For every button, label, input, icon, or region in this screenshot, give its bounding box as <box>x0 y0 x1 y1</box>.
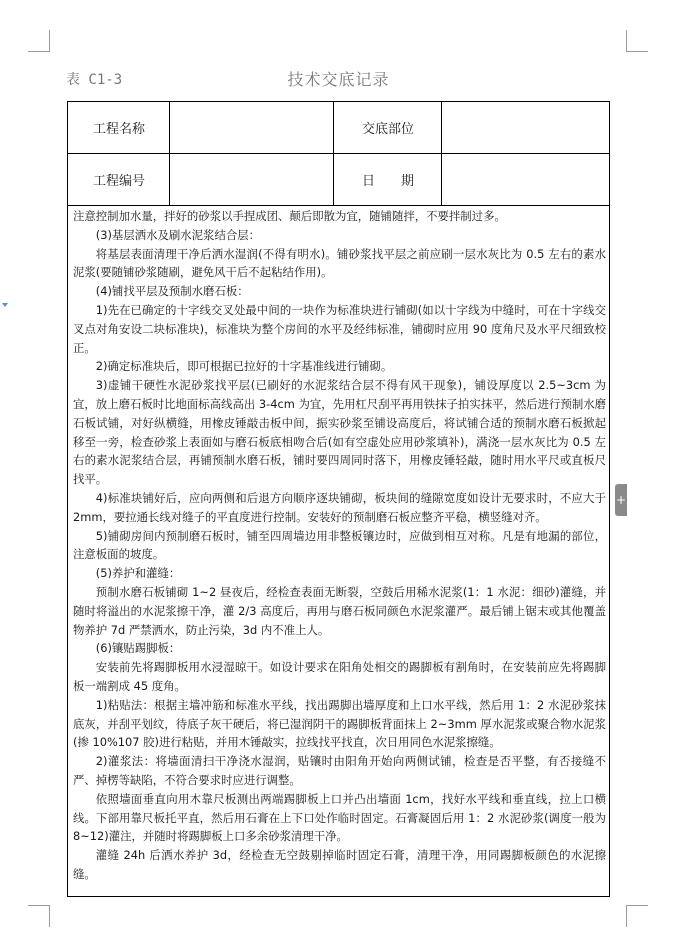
column-divider <box>333 102 334 206</box>
project-number-label: 工程编号 <box>92 174 145 189</box>
project-name-value[interactable] <box>170 102 334 153</box>
handover-location-value[interactable] <box>442 102 609 153</box>
body-paragraph: 1)先在已确定的十字线交叉处最中间的一块作为标准块进行铺砌(如以十字线为中缝时，可在十字线交叉点对角安设二块标准块)，标准块为整个房间的水平及经纬标准，铺砌时应用 90 度角尺及水平尺细致校正。 <box>73 302 606 355</box>
body-paragraph: 2)确定标准块后，即可根据已拉好的十字基准线进行铺砌。 <box>95 359 393 374</box>
document-title: 技术交底记录 <box>287 70 390 89</box>
crop-mark-top-left <box>28 30 50 52</box>
body-paragraph: (6)镶贴踢脚板： <box>95 641 181 656</box>
form-code: 表 C1-3 <box>66 72 123 88</box>
date-label: 日 期 <box>361 174 414 189</box>
body-paragraph: 预制水磨石板铺砌 1~2 昼夜后，经检查表面无断裂，空鼓后用稀水泥浆(1：1 水泥：细砂)灌缝，并随时将溢出的水泥浆擦干净，灌 2/3 高度后，再用与磨石板同颜色水泥浆灌严。最后铺上锯末或其他覆盖物养护 7d 严禁洒水，防止污染，3d 内不准上人。 <box>73 584 606 637</box>
handover-content <box>73 207 606 884</box>
body-paragraph: 3)虚铺干硬性水泥砂浆找平层(已刷好的水泥浆结合层不得有风干现象)，铺设厚度以 2.5~3cm 为宜，放上磨石板时比地面标高线高出 3-4cm 为宜，先用杠尺刮平再用铁抹子拍实抹平，然后进行预制水磨石板试铺，对好纵横缝，用橡皮锤敲击板中间，振实砂浆至铺设高度后，将试铺合适的预制水磨石板掀起移至一旁，检查砂浆上表面如与磨石板底相吻合后(如有空虚处应用砂浆填补)，满浇一层水灰比为 0.5 左右的素水泥浆结合层，再铺预制水磨石板，铺时要四周同时落下，用橡皮锤轻敲，随时用水平尺或直板尺找平。 <box>73 378 607 487</box>
body-paragraph: 将基层表面清理干净后洒水湿润(不得有明水)。铺砂浆找平层之前应刷一层水灰比为 0.5 左右的素水泥浆(要随铺砂浆随刷，避免风干后不起粘结作用)。 <box>73 246 606 280</box>
header-row-2 <box>68 154 609 206</box>
crop-mark-bottom-left <box>28 905 50 927</box>
body-paragraph: (3)基层洒水及刷水泥浆结合层： <box>95 227 261 242</box>
body-paragraph: 灌缝 24h 后洒水养护 3d，经检查无空鼓剔掉临时固定石膏，清理干净，用同踢脚板颜色的水泥擦缝。 <box>73 848 606 881</box>
body-paragraph: (4)铺找平层及预制水磨石板： <box>95 284 249 299</box>
record-table <box>67 101 610 897</box>
date-value[interactable] <box>442 154 609 205</box>
body-paragraph: 4)标准块铺好后，应向两侧和后退方向顺序逐块铺砌，板块间的缝隙宽度如设计无要求时，不应大于 2mm，要拉通长线对缝子的平直度进行控制。安装好的预制磨石板应整齐平稳，横竖缝对齐。 <box>73 490 606 524</box>
body-paragraph: 注意控制加水量，拌好的砂浆以手捏成团、颠后即散为宜，随铺随拌，不要拌制过多。 <box>73 209 506 223</box>
project-name-label: 工程名称 <box>92 122 145 137</box>
body-paragraph: 依照墙面垂直向用木靠尺板测出两端踢脚板上口并凸出墙面 1cm，找好水平线和垂直线，拉上口横线。下部用靠尺板托平直，然后用石膏在上下口处作临时固定。石膏凝固后用 1：2 水泥砂浆(调度一般为 8~12)灌注，并随时将踢脚板上口多余砂浆清理干净。 <box>73 791 606 844</box>
side-expand-tab[interactable]: + <box>615 484 627 516</box>
body-paragraph: 2)灌浆法：将墙面清扫干净浇水湿润，贴镶时由阳角开始向两侧试铺，检查是否平整，有否接缝不严、掉楞等缺陷，不符合要求时应进行调整。 <box>73 754 606 787</box>
handover-location-label: 交底部位 <box>361 122 414 137</box>
body-paragraph: 1)粘贴法：根据主墙冲筋和标准水平线，找出踢脚出墙厚度和上口水平线，然后用 1：2 水泥砂浆抹底灰，并刮平划纹，待底子灰干硬后，将已湿润阴干的踢脚板背面抹上 2~3mm 厚水泥浆或聚合物水泥浆(掺 10%107 胶)进行粘贴，并用木锤敲实，拉线找平找直，次日用同色水泥浆擦缝。 <box>73 697 606 750</box>
column-divider <box>441 102 442 206</box>
crop-mark-top-right <box>626 30 648 52</box>
column-divider <box>169 102 170 206</box>
project-number-value[interactable] <box>170 154 334 205</box>
caret-down-icon[interactable] <box>2 303 8 307</box>
body-paragraph: 5)铺砌房间内预制磨石板时，铺至四周墙边用非整板镶边时，应做到相互对称。凡是有地漏的部位，注意板面的坡度。 <box>73 528 606 562</box>
body-paragraph: (5)养护和灌缝： <box>95 566 181 581</box>
header-row-1 <box>68 102 609 154</box>
body-paragraph: 安装前先将踢脚板用水浸湿晾干。如设计要求在阳角处相交的踢脚板有割角时，在安装前应先将踢脚板一端割成 45 度角。 <box>73 660 606 693</box>
crop-mark-bottom-right <box>626 905 648 927</box>
